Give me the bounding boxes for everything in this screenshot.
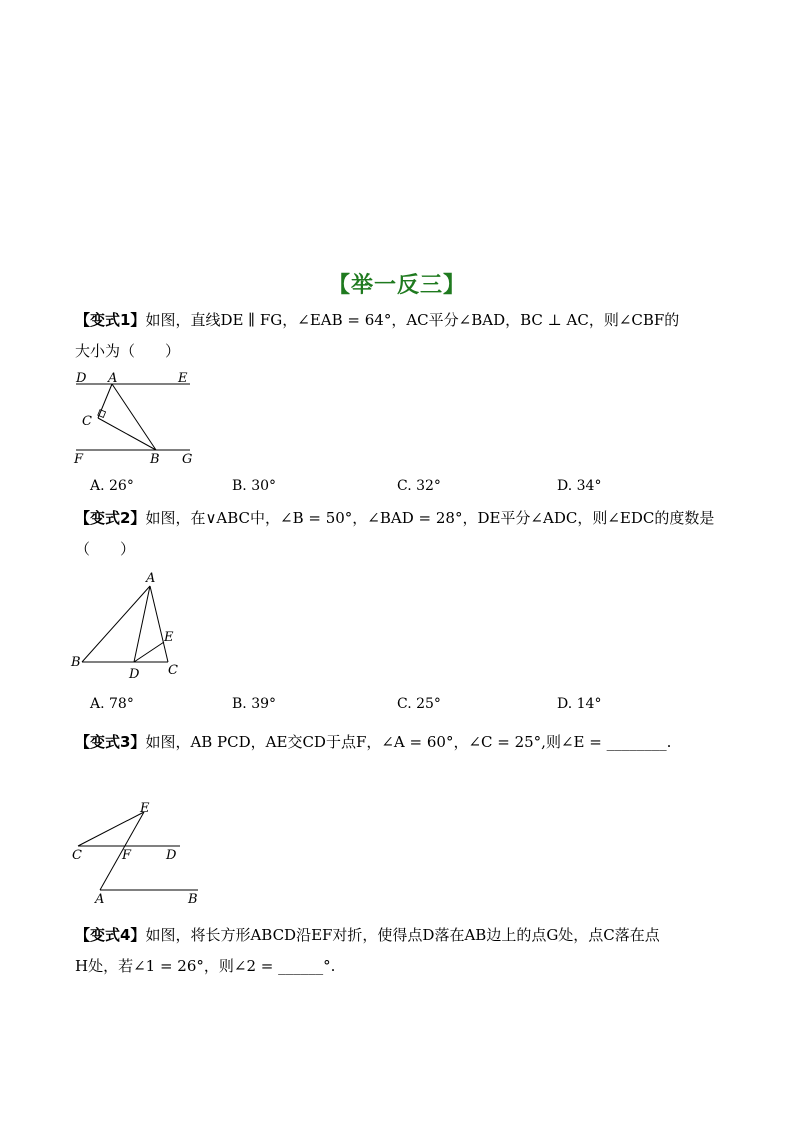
label-f: F: [122, 848, 132, 863]
label-g: G: [182, 452, 193, 467]
q3-text1: 如图，AB PCD，AE交CD于点F，∠A = 60°，∠C = 25°,则∠E = ________.: [145, 733, 672, 751]
q1-option-c[interactable]: C. 32°: [397, 478, 441, 494]
q2-line1: [75, 507, 714, 529]
q2-option-d[interactable]: D. 14°: [557, 696, 602, 712]
label-e: E: [140, 801, 150, 816]
q2-figure: [68, 568, 188, 680]
seg-ab: [112, 384, 156, 450]
q2-option-b[interactable]: B. 39°: [232, 696, 277, 712]
label-b: B: [71, 655, 81, 670]
q2-line2: （ ）: [75, 540, 136, 558]
seg-ac: [150, 586, 168, 662]
label-b: B: [188, 892, 198, 907]
q3-figure: [68, 798, 208, 910]
label-a: A: [95, 892, 105, 907]
label-c: C: [168, 663, 178, 678]
label-d: D: [76, 371, 87, 386]
label-d: D: [166, 848, 177, 863]
label-c: C: [72, 848, 82, 863]
q1-option-a[interactable]: A. 26°: [90, 478, 134, 494]
q3-line1: [75, 731, 671, 753]
section-heading: 【举一反三】: [327, 273, 466, 298]
label-b: B: [150, 452, 160, 467]
label-e: E: [178, 371, 188, 386]
label-a: A: [108, 371, 118, 386]
label-a: A: [146, 571, 156, 586]
q2-tag: 【变式2】: [75, 509, 146, 527]
q1-line2: 大小为（ ）: [75, 342, 181, 360]
q3-tag: 【变式3】: [75, 733, 146, 751]
q1-tag: 【变式1】: [75, 311, 146, 329]
q1-figure: [70, 368, 200, 468]
q2-option-a[interactable]: A. 78°: [90, 696, 134, 712]
label-d: D: [129, 667, 140, 680]
seg-de: [134, 642, 164, 662]
q2-option-c[interactable]: C. 25°: [397, 696, 441, 712]
q4-tag: 【变式4】: [75, 926, 146, 944]
label-f: F: [74, 452, 84, 467]
label-e: E: [164, 630, 174, 645]
q1-line1: [75, 309, 679, 331]
q1-option-d[interactable]: D. 34°: [557, 478, 602, 494]
q1-option-b[interactable]: B. 30°: [232, 478, 277, 494]
q2-text1: 如图，在∨ABC中，∠B = 50°，∠BAD = 28°，DE平分∠ADC，则∠EDC的度数是: [145, 509, 715, 527]
q1-text1: 如图，直线DE ∥ FG，∠EAB = 64°，AC平分∠BAD，BC ⊥ AC，则∠CBF的: [145, 311, 680, 329]
seg-cb: [98, 418, 156, 450]
q4-text1: 如图，将长方形ABCD沿EF对折，使得点D落在AB边上的点G处，点C落在点: [145, 926, 660, 944]
q4-line2: H处，若∠1 = 26°，则∠2 = ______°.: [75, 957, 336, 975]
seg-ab: [82, 586, 150, 662]
q4-line1: [75, 924, 660, 946]
label-c: C: [82, 414, 92, 429]
seg-ad: [134, 586, 150, 662]
